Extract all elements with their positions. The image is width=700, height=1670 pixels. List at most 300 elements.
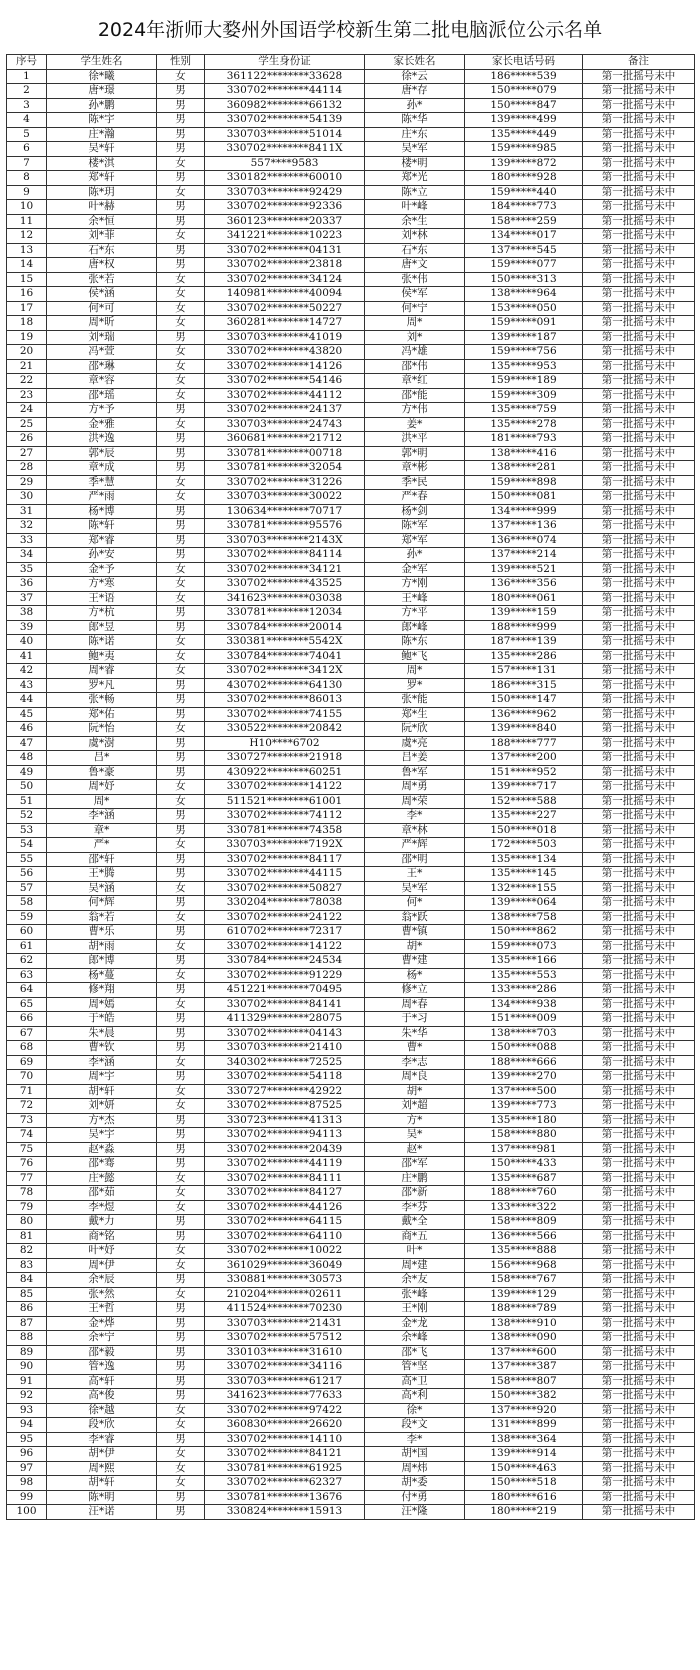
student-name-cell: 方*杭 bbox=[47, 606, 157, 621]
gender-cell: 女 bbox=[157, 359, 205, 374]
gender-cell: 男 bbox=[157, 1026, 205, 1041]
parent-name-cell: 余*生 bbox=[365, 214, 465, 229]
parent-phone-cell: 131*****899 bbox=[465, 1418, 583, 1433]
student-name-cell: 叶*赫 bbox=[47, 200, 157, 215]
index-cell: 58 bbox=[7, 896, 47, 911]
gender-cell: 女 bbox=[157, 287, 205, 302]
index-cell: 71 bbox=[7, 1084, 47, 1099]
index-cell: 45 bbox=[7, 707, 47, 722]
parent-phone-cell: 158*****259 bbox=[465, 214, 583, 229]
student-name-cell: 邵*琳 bbox=[47, 359, 157, 374]
parent-phone-cell: 137*****981 bbox=[465, 1142, 583, 1157]
parent-phone-cell: 151*****009 bbox=[465, 1012, 583, 1027]
student-name-cell: 郑*睿 bbox=[47, 533, 157, 548]
student-name-cell: 邵*骞 bbox=[47, 1157, 157, 1172]
student-name-cell: 金*烨 bbox=[47, 1316, 157, 1331]
table-row bbox=[7, 968, 695, 983]
gender-cell: 男 bbox=[157, 243, 205, 258]
index-cell: 18 bbox=[7, 316, 47, 331]
index-cell: 88 bbox=[7, 1331, 47, 1346]
gender-cell: 男 bbox=[157, 200, 205, 215]
parent-name-cell: 罗* bbox=[365, 678, 465, 693]
gender-cell: 女 bbox=[157, 316, 205, 331]
student-name-cell: 冯*萱 bbox=[47, 345, 157, 360]
table-row bbox=[7, 1316, 695, 1331]
student-name-cell: 邵*轩 bbox=[47, 852, 157, 867]
index-cell: 93 bbox=[7, 1403, 47, 1418]
parent-name-cell: 郭*明 bbox=[365, 446, 465, 461]
index-cell: 78 bbox=[7, 1186, 47, 1201]
gender-cell: 男 bbox=[157, 519, 205, 534]
table-row bbox=[7, 1461, 695, 1476]
index-cell: 89 bbox=[7, 1345, 47, 1360]
student-name-cell: 郑*轩 bbox=[47, 171, 157, 186]
student-id-cell: 330702********3412X bbox=[205, 664, 365, 679]
parent-phone-cell: 139*****840 bbox=[465, 722, 583, 737]
table-row bbox=[7, 1418, 695, 1433]
index-cell: 23 bbox=[7, 388, 47, 403]
index-cell: 30 bbox=[7, 490, 47, 505]
student-name-cell: 赵*淼 bbox=[47, 1142, 157, 1157]
gender-cell: 男 bbox=[157, 1229, 205, 1244]
gender-cell: 女 bbox=[157, 562, 205, 577]
parent-name-cell: 周* bbox=[365, 316, 465, 331]
student-name-cell: 孙*鹏 bbox=[47, 98, 157, 113]
parent-phone-cell: 150*****088 bbox=[465, 1041, 583, 1056]
parent-name-cell: 吴*军 bbox=[365, 142, 465, 157]
student-id-cell: 360123********20337 bbox=[205, 214, 365, 229]
parent-phone-cell: 180*****616 bbox=[465, 1490, 583, 1505]
index-cell: 29 bbox=[7, 475, 47, 490]
remark-cell: 第一批摇号未中 bbox=[583, 910, 695, 925]
parent-name-cell: 章*彬 bbox=[365, 461, 465, 476]
table-row bbox=[7, 519, 695, 534]
table-row bbox=[7, 664, 695, 679]
index-cell: 97 bbox=[7, 1461, 47, 1476]
table-row bbox=[7, 635, 695, 650]
parent-phone-cell: 136*****074 bbox=[465, 533, 583, 548]
index-cell: 69 bbox=[7, 1055, 47, 1070]
index-cell: 51 bbox=[7, 794, 47, 809]
parent-name-cell: 修*立 bbox=[365, 983, 465, 998]
table-row bbox=[7, 287, 695, 302]
index-cell: 32 bbox=[7, 519, 47, 534]
student-id-cell: 330702********44112 bbox=[205, 388, 365, 403]
remark-cell: 第一批摇号未中 bbox=[583, 1157, 695, 1172]
index-cell: 98 bbox=[7, 1476, 47, 1491]
student-name-cell: 胡*伊 bbox=[47, 1447, 157, 1462]
index-cell: 22 bbox=[7, 374, 47, 389]
remark-cell: 第一批摇号未中 bbox=[583, 925, 695, 940]
student-id-cell: 330781********32054 bbox=[205, 461, 365, 476]
header-cell-index: 序号 bbox=[7, 55, 47, 70]
remark-cell: 第一批摇号未中 bbox=[583, 533, 695, 548]
table-row bbox=[7, 548, 695, 563]
parent-phone-cell: 135*****888 bbox=[465, 1244, 583, 1259]
parent-phone-cell: 159*****189 bbox=[465, 374, 583, 389]
student-name-cell: 戴*力 bbox=[47, 1215, 157, 1230]
parent-phone-cell: 188*****789 bbox=[465, 1302, 583, 1317]
student-id-cell: 330702********84121 bbox=[205, 1447, 365, 1462]
table-row bbox=[7, 475, 695, 490]
gender-cell: 男 bbox=[157, 606, 205, 621]
parent-name-cell: 张*峰 bbox=[365, 1287, 465, 1302]
index-cell: 55 bbox=[7, 852, 47, 867]
gender-cell: 男 bbox=[157, 852, 205, 867]
parent-phone-cell: 139*****499 bbox=[465, 113, 583, 128]
remark-cell: 第一批摇号未中 bbox=[583, 113, 695, 128]
parent-name-cell: 孙* bbox=[365, 548, 465, 563]
student-name-cell: 余*恒 bbox=[47, 214, 157, 229]
student-id-cell: 330702********43820 bbox=[205, 345, 365, 360]
parent-name-cell: 邵*新 bbox=[365, 1186, 465, 1201]
table-row bbox=[7, 794, 695, 809]
parent-phone-cell: 137*****600 bbox=[465, 1345, 583, 1360]
table-row bbox=[7, 881, 695, 896]
parent-name-cell: 曹*建 bbox=[365, 954, 465, 969]
student-name-cell: 高*俊 bbox=[47, 1389, 157, 1404]
header-row bbox=[7, 55, 695, 70]
table-row bbox=[7, 1070, 695, 1085]
page-title: 2024年浙师大婺州外国语学校新生第二批电脑派位公示名单 bbox=[97, 19, 603, 41]
table-row bbox=[7, 1287, 695, 1302]
student-name-cell: 鲁*豪 bbox=[47, 765, 157, 780]
student-id-cell: 330702********94113 bbox=[205, 1128, 365, 1143]
student-name-cell: 严*雨 bbox=[47, 490, 157, 505]
parent-name-cell: 邵*能 bbox=[365, 388, 465, 403]
index-cell: 2 bbox=[7, 84, 47, 99]
student-id-cell: 330702********10022 bbox=[205, 1244, 365, 1259]
remark-cell: 第一批摇号未中 bbox=[583, 229, 695, 244]
table-row bbox=[7, 1505, 695, 1520]
student-name-cell: 杨*蔓 bbox=[47, 968, 157, 983]
parent-phone-cell: 138*****281 bbox=[465, 461, 583, 476]
remark-cell: 第一批摇号未中 bbox=[583, 1258, 695, 1273]
parent-phone-cell: 139*****872 bbox=[465, 156, 583, 171]
index-cell: 95 bbox=[7, 1432, 47, 1447]
student-id-cell: 330702********64115 bbox=[205, 1215, 365, 1230]
student-name-cell: 何*辉 bbox=[47, 896, 157, 911]
parent-phone-cell: 159*****440 bbox=[465, 185, 583, 200]
student-name-cell: 章* bbox=[47, 823, 157, 838]
parent-name-cell: 段*文 bbox=[365, 1418, 465, 1433]
parent-name-cell: 姜* bbox=[365, 417, 465, 432]
gender-cell: 男 bbox=[157, 1345, 205, 1360]
gender-cell: 男 bbox=[157, 1316, 205, 1331]
parent-name-cell: 周*炜 bbox=[365, 1461, 465, 1476]
table-row bbox=[7, 678, 695, 693]
parent-name-cell: 吕*姜 bbox=[365, 751, 465, 766]
student-id-cell: 330781********74358 bbox=[205, 823, 365, 838]
index-cell: 11 bbox=[7, 214, 47, 229]
parent-name-cell: 赵* bbox=[365, 1142, 465, 1157]
student-name-cell: 李*涵 bbox=[47, 1055, 157, 1070]
gender-cell: 女 bbox=[157, 881, 205, 896]
index-cell: 92 bbox=[7, 1389, 47, 1404]
gender-cell: 女 bbox=[157, 1461, 205, 1476]
student-id-cell: 330702********14122 bbox=[205, 780, 365, 795]
remark-cell: 第一批摇号未中 bbox=[583, 852, 695, 867]
remark-cell: 第一批摇号未中 bbox=[583, 1229, 695, 1244]
parent-phone-cell: 139*****187 bbox=[465, 330, 583, 345]
student-name-cell: 周* bbox=[47, 794, 157, 809]
table-row bbox=[7, 577, 695, 592]
student-name-cell: 侯*涵 bbox=[47, 287, 157, 302]
remark-cell: 第一批摇号未中 bbox=[583, 84, 695, 99]
table-header bbox=[7, 55, 695, 70]
parent-name-cell: 刘*超 bbox=[365, 1099, 465, 1114]
student-name-cell: 石*东 bbox=[47, 243, 157, 258]
gender-cell: 男 bbox=[157, 98, 205, 113]
parent-name-cell: 陈*东 bbox=[365, 635, 465, 650]
remark-cell: 第一批摇号未中 bbox=[583, 1142, 695, 1157]
parent-phone-cell: 159*****985 bbox=[465, 142, 583, 157]
student-name-cell: 翁*若 bbox=[47, 910, 157, 925]
index-cell: 56 bbox=[7, 867, 47, 882]
student-id-cell: 330723********41313 bbox=[205, 1113, 365, 1128]
student-id-cell: 330702********54146 bbox=[205, 374, 365, 389]
table-row bbox=[7, 200, 695, 215]
table-row bbox=[7, 156, 695, 171]
student-name-cell: 刘*菲 bbox=[47, 229, 157, 244]
index-cell: 38 bbox=[7, 606, 47, 621]
remark-cell: 第一批摇号未中 bbox=[583, 490, 695, 505]
student-name-cell: 周*宇 bbox=[47, 1070, 157, 1085]
student-id-cell: 330702********54139 bbox=[205, 113, 365, 128]
parent-phone-cell: 150*****463 bbox=[465, 1461, 583, 1476]
student-id-cell: 330702********84117 bbox=[205, 852, 365, 867]
remark-cell: 第一批摇号未中 bbox=[583, 1505, 695, 1520]
student-id-cell: 330702********64110 bbox=[205, 1229, 365, 1244]
parent-phone-cell: 158*****880 bbox=[465, 1128, 583, 1143]
gender-cell: 男 bbox=[157, 896, 205, 911]
remark-cell: 第一批摇号未中 bbox=[583, 432, 695, 447]
remark-cell: 第一批摇号未中 bbox=[583, 794, 695, 809]
parent-phone-cell: 159*****756 bbox=[465, 345, 583, 360]
student-name-cell: 方*予 bbox=[47, 403, 157, 418]
remark-cell: 第一批摇号未中 bbox=[583, 1374, 695, 1389]
parent-phone-cell: 180*****928 bbox=[465, 171, 583, 186]
parent-phone-cell: 138*****758 bbox=[465, 910, 583, 925]
remark-cell: 第一批摇号未中 bbox=[583, 707, 695, 722]
student-name-cell: 方*寒 bbox=[47, 577, 157, 592]
parent-phone-cell: 156*****968 bbox=[465, 1258, 583, 1273]
index-cell: 60 bbox=[7, 925, 47, 940]
index-cell: 40 bbox=[7, 635, 47, 650]
gender-cell: 男 bbox=[157, 867, 205, 882]
student-id-cell: 330702********43525 bbox=[205, 577, 365, 592]
parent-phone-cell: 188*****666 bbox=[465, 1055, 583, 1070]
index-cell: 34 bbox=[7, 548, 47, 563]
student-name-cell: 楼*淇 bbox=[47, 156, 157, 171]
table-row bbox=[7, 229, 695, 244]
parent-name-cell: 何*宁 bbox=[365, 301, 465, 316]
gender-cell: 男 bbox=[157, 1490, 205, 1505]
index-cell: 100 bbox=[7, 1505, 47, 1520]
remark-cell: 第一批摇号未中 bbox=[583, 403, 695, 418]
student-name-cell: 严* bbox=[47, 838, 157, 853]
parent-phone-cell: 159*****898 bbox=[465, 475, 583, 490]
student-id-cell: 330703********21410 bbox=[205, 1041, 365, 1056]
parent-phone-cell: 137*****200 bbox=[465, 751, 583, 766]
student-id-cell: 330784********74041 bbox=[205, 649, 365, 664]
student-name-cell: 杨*博 bbox=[47, 504, 157, 519]
gender-cell: 女 bbox=[157, 301, 205, 316]
gender-cell: 女 bbox=[157, 997, 205, 1012]
student-id-cell: 330702********44114 bbox=[205, 84, 365, 99]
index-cell: 72 bbox=[7, 1099, 47, 1114]
gender-cell: 女 bbox=[157, 794, 205, 809]
index-cell: 43 bbox=[7, 678, 47, 693]
parent-name-cell: 章*红 bbox=[365, 374, 465, 389]
remark-cell: 第一批摇号未中 bbox=[583, 1418, 695, 1433]
table-row bbox=[7, 1026, 695, 1041]
student-id-cell: 330703********2143X bbox=[205, 533, 365, 548]
parent-phone-cell: 172*****503 bbox=[465, 838, 583, 853]
student-id-cell: 341623********03038 bbox=[205, 591, 365, 606]
parent-phone-cell: 135*****134 bbox=[465, 852, 583, 867]
index-cell: 82 bbox=[7, 1244, 47, 1259]
header-cell-student-id: 学生身份证 bbox=[205, 55, 365, 70]
student-id-cell: 360830********26620 bbox=[205, 1418, 365, 1433]
student-name-cell: 金*予 bbox=[47, 562, 157, 577]
student-id-cell: 360281********14727 bbox=[205, 316, 365, 331]
remark-cell: 第一批摇号未中 bbox=[583, 1070, 695, 1085]
index-cell: 14 bbox=[7, 258, 47, 273]
gender-cell: 男 bbox=[157, 446, 205, 461]
remark-cell: 第一批摇号未中 bbox=[583, 823, 695, 838]
table-row bbox=[7, 707, 695, 722]
table-row bbox=[7, 127, 695, 142]
remark-cell: 第一批摇号未中 bbox=[583, 693, 695, 708]
table-row bbox=[7, 1476, 695, 1491]
parent-phone-cell: 137*****545 bbox=[465, 243, 583, 258]
index-cell: 68 bbox=[7, 1041, 47, 1056]
remark-cell: 第一批摇号未中 bbox=[583, 214, 695, 229]
student-id-cell: 360982********66132 bbox=[205, 98, 365, 113]
student-name-cell: 唐*权 bbox=[47, 258, 157, 273]
remark-cell: 第一批摇号未中 bbox=[583, 330, 695, 345]
parent-phone-cell: 180*****061 bbox=[465, 591, 583, 606]
student-name-cell: 邵*瑶 bbox=[47, 388, 157, 403]
student-id-cell: 330781********95576 bbox=[205, 519, 365, 534]
table-row bbox=[7, 504, 695, 519]
parent-phone-cell: 135*****278 bbox=[465, 417, 583, 432]
remark-cell: 第一批摇号未中 bbox=[583, 968, 695, 983]
parent-name-cell: 冯*雄 bbox=[365, 345, 465, 360]
remark-cell: 第一批摇号未中 bbox=[583, 171, 695, 186]
gender-cell: 女 bbox=[157, 374, 205, 389]
student-name-cell: 金*雅 bbox=[47, 417, 157, 432]
student-name-cell: 高*轩 bbox=[47, 1374, 157, 1389]
table-row bbox=[7, 751, 695, 766]
gender-cell: 男 bbox=[157, 1302, 205, 1317]
remark-cell: 第一批摇号未中 bbox=[583, 765, 695, 780]
gender-cell: 男 bbox=[157, 678, 205, 693]
student-id-cell: 330702********50827 bbox=[205, 881, 365, 896]
student-name-cell: 王*哲 bbox=[47, 1302, 157, 1317]
remark-cell: 第一批摇号未中 bbox=[583, 1331, 695, 1346]
table-row bbox=[7, 1099, 695, 1114]
parent-phone-cell: 132*****155 bbox=[465, 881, 583, 896]
parent-name-cell: 胡* bbox=[365, 939, 465, 954]
parent-name-cell: 郑*军 bbox=[365, 533, 465, 548]
student-name-cell: 何*可 bbox=[47, 301, 157, 316]
remark-cell: 第一批摇号未中 bbox=[583, 1113, 695, 1128]
index-cell: 74 bbox=[7, 1128, 47, 1143]
gender-cell: 男 bbox=[157, 84, 205, 99]
remark-cell: 第一批摇号未中 bbox=[583, 997, 695, 1012]
parent-phone-cell: 133*****286 bbox=[465, 983, 583, 998]
student-name-cell: 吴*宇 bbox=[47, 1128, 157, 1143]
student-id-cell: 330702********34124 bbox=[205, 272, 365, 287]
student-id-cell: 330702********44126 bbox=[205, 1200, 365, 1215]
student-name-cell: 张*畅 bbox=[47, 693, 157, 708]
parent-name-cell: 曹* bbox=[365, 1041, 465, 1056]
gender-cell: 女 bbox=[157, 490, 205, 505]
parent-name-cell: 金*军 bbox=[365, 562, 465, 577]
gender-cell: 女 bbox=[157, 1403, 205, 1418]
student-id-cell: 330522********20842 bbox=[205, 722, 365, 737]
roster-table bbox=[6, 54, 695, 1520]
student-id-cell: 330702********14126 bbox=[205, 359, 365, 374]
student-name-cell: 周*嫣 bbox=[47, 997, 157, 1012]
student-name-cell: 邵*茹 bbox=[47, 1186, 157, 1201]
gender-cell: 女 bbox=[157, 1099, 205, 1114]
parent-phone-cell: 138*****364 bbox=[465, 1432, 583, 1447]
index-cell: 10 bbox=[7, 200, 47, 215]
student-id-cell: 341221********10223 bbox=[205, 229, 365, 244]
table-row bbox=[7, 736, 695, 751]
student-id-cell: 330702********50227 bbox=[205, 301, 365, 316]
student-name-cell: 周*伊 bbox=[47, 1258, 157, 1273]
remark-cell: 第一批摇号未中 bbox=[583, 881, 695, 896]
parent-phone-cell: 138*****964 bbox=[465, 287, 583, 302]
parent-phone-cell: 135*****145 bbox=[465, 867, 583, 882]
parent-phone-cell: 151*****952 bbox=[465, 765, 583, 780]
parent-phone-cell: 139*****270 bbox=[465, 1070, 583, 1085]
table-row bbox=[7, 1171, 695, 1186]
index-cell: 46 bbox=[7, 722, 47, 737]
student-id-cell: 330204********78038 bbox=[205, 896, 365, 911]
table-row bbox=[7, 1447, 695, 1462]
gender-cell: 男 bbox=[157, 925, 205, 940]
parent-name-cell: 邵*明 bbox=[365, 852, 465, 867]
index-cell: 26 bbox=[7, 432, 47, 447]
index-cell: 77 bbox=[7, 1171, 47, 1186]
index-cell: 59 bbox=[7, 910, 47, 925]
remark-cell: 第一批摇号未中 bbox=[583, 1490, 695, 1505]
index-cell: 66 bbox=[7, 1012, 47, 1027]
index-cell: 4 bbox=[7, 113, 47, 128]
parent-name-cell: 鲍*飞 bbox=[365, 649, 465, 664]
student-name-cell: 陈*宇 bbox=[47, 113, 157, 128]
parent-name-cell: 季*民 bbox=[365, 475, 465, 490]
gender-cell: 女 bbox=[157, 272, 205, 287]
remark-cell: 第一批摇号未中 bbox=[583, 200, 695, 215]
index-cell: 84 bbox=[7, 1273, 47, 1288]
parent-name-cell: 金*龙 bbox=[365, 1316, 465, 1331]
remark-cell: 第一批摇号未中 bbox=[583, 504, 695, 519]
parent-name-cell: 章*林 bbox=[365, 823, 465, 838]
parent-phone-cell: 150*****313 bbox=[465, 272, 583, 287]
student-name-cell: 陈*诺 bbox=[47, 635, 157, 650]
parent-phone-cell: 150*****433 bbox=[465, 1157, 583, 1172]
index-cell: 6 bbox=[7, 142, 47, 157]
remark-cell: 第一批摇号未中 bbox=[583, 1026, 695, 1041]
index-cell: 79 bbox=[7, 1200, 47, 1215]
gender-cell: 男 bbox=[157, 330, 205, 345]
